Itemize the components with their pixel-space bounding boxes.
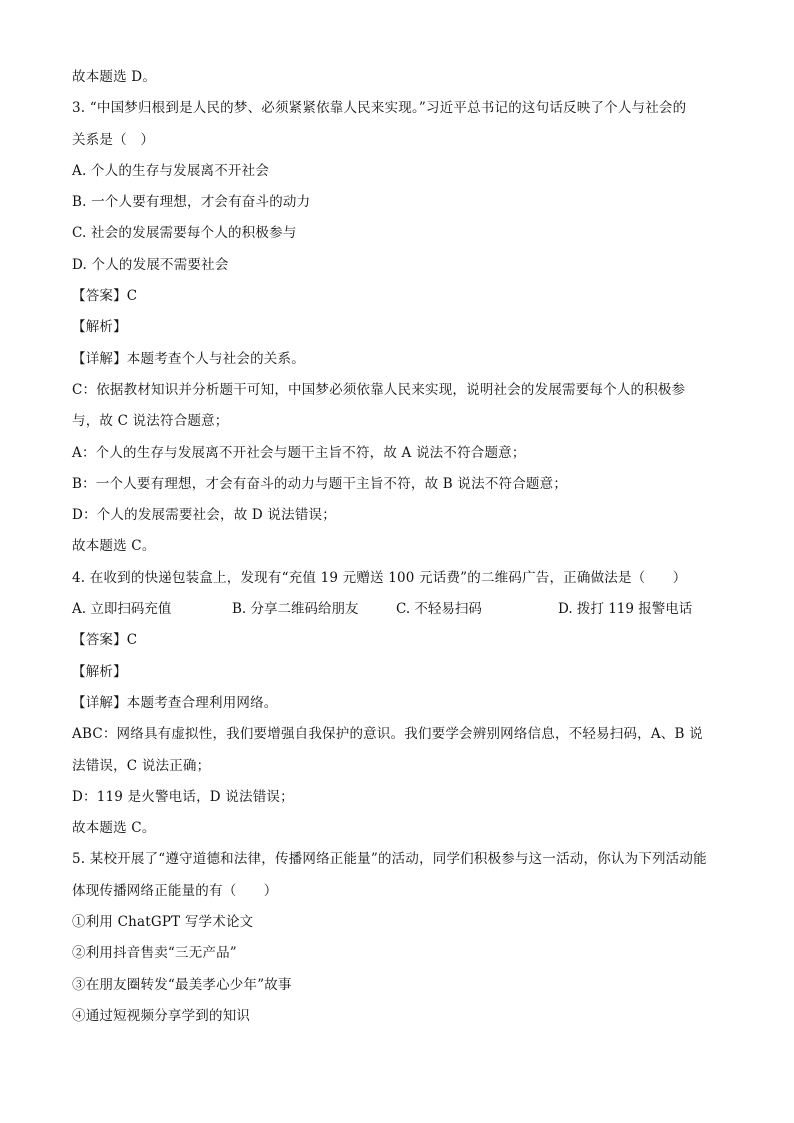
q3-stem-cont: 关系是（ ） bbox=[72, 131, 155, 148]
q3-explain-d: D：个人的发展需要社会，故 D 说法错误； bbox=[72, 507, 336, 524]
q4-answer: 【答案】C bbox=[72, 632, 138, 649]
q5-item-2: ②利用抖音售卖“三无产品” bbox=[72, 945, 237, 962]
q5-stem: 5. 某校开展了“遵守道德和法律，传播网络正能量”的活动，同学们积极参与这一活动，你认为下列活动能 bbox=[72, 851, 707, 868]
q5-item-1: ①利用 ChatGPT 写学术论文 bbox=[72, 914, 254, 931]
q3-option-c: C. 社会的发展需要每个人的积极参与 bbox=[72, 225, 297, 242]
q4-explain-abc: ABC：网络具有虚拟性，我们要增强自我保护的意识。我们要学会辨别网络信息，不轻易扫码，A、B 说 bbox=[72, 726, 703, 743]
q5-stem-cont: 体现传播网络正能量的有（ ） bbox=[72, 882, 278, 899]
q3-option-a: A. 个人的生存与发展离不开社会 bbox=[72, 162, 270, 179]
q4-stem: 4. 在收到的快递包装盒上，发现有“充值 19 元赠送 100 元话费”的二维码广告，正确做法是（ ） bbox=[72, 569, 687, 586]
q4-explain-d: D：119 是火警电话，D 说法错误； bbox=[72, 788, 294, 805]
document-page bbox=[72, 62, 722, 1032]
q4-analysis-heading: 【解析】 bbox=[72, 663, 127, 680]
q4-option-d: D. 拨打 119 报警电话 bbox=[558, 601, 693, 618]
q3-stem: 3. “中国梦归根到是人民的梦、必须紧紧依靠人民来实现。”习近平总书记的这句话反映了个人与社会的 bbox=[72, 100, 687, 117]
q3-explain-b: B：一个人要有理想，才会有奋斗的动力与题干主旨不符，故 B 说法不符合题意； bbox=[72, 475, 568, 492]
q5-item-3: ③在朋友圈转发“最美孝心少年”故事 bbox=[72, 976, 292, 993]
q3-conclusion: 故本题选 C。 bbox=[72, 538, 156, 555]
q4-detail: 【详解】本题考查合理利用网络。 bbox=[72, 694, 278, 711]
q3-explain-a: A：个人的生存与发展离不开社会与题干主旨不符，故 A 说法不符合题意； bbox=[72, 444, 526, 461]
q3-analysis-heading: 【解析】 bbox=[72, 319, 127, 336]
q4-option-b: B. 分享二维码给朋友 bbox=[232, 601, 359, 618]
q3-detail: 【详解】本题考查个人与社会的关系。 bbox=[72, 350, 305, 367]
q2-conclusion: 故本题选 D。 bbox=[72, 69, 157, 85]
q3-explain-c: C：依据教材知识并分析题干可知，中国梦必须依靠人民来实现，说明社会的发展需要每个人的积极参 bbox=[72, 381, 686, 398]
q4-conclusion: 故本题选 C。 bbox=[72, 820, 156, 837]
q5-item-4: ④通过短视频分享学到的知识 bbox=[72, 1007, 251, 1024]
q4-options bbox=[72, 594, 722, 625]
q3-option-b: B. 一个人要有理想，才会有奋斗的动力 bbox=[72, 194, 311, 211]
q4-explain-abc-cont: 法错误，C 说法正确； bbox=[72, 757, 211, 774]
q4-option-c: C. 不轻易扫码 bbox=[396, 601, 482, 618]
q3-explain-c-cont: 与，故 C 说法符合题意； bbox=[72, 413, 229, 430]
q3-option-d: D. 个人的发展不需要社会 bbox=[72, 256, 229, 273]
q3-answer: 【答案】C bbox=[72, 288, 138, 305]
q4-option-a: A. 立即扫码充值 bbox=[72, 601, 172, 618]
